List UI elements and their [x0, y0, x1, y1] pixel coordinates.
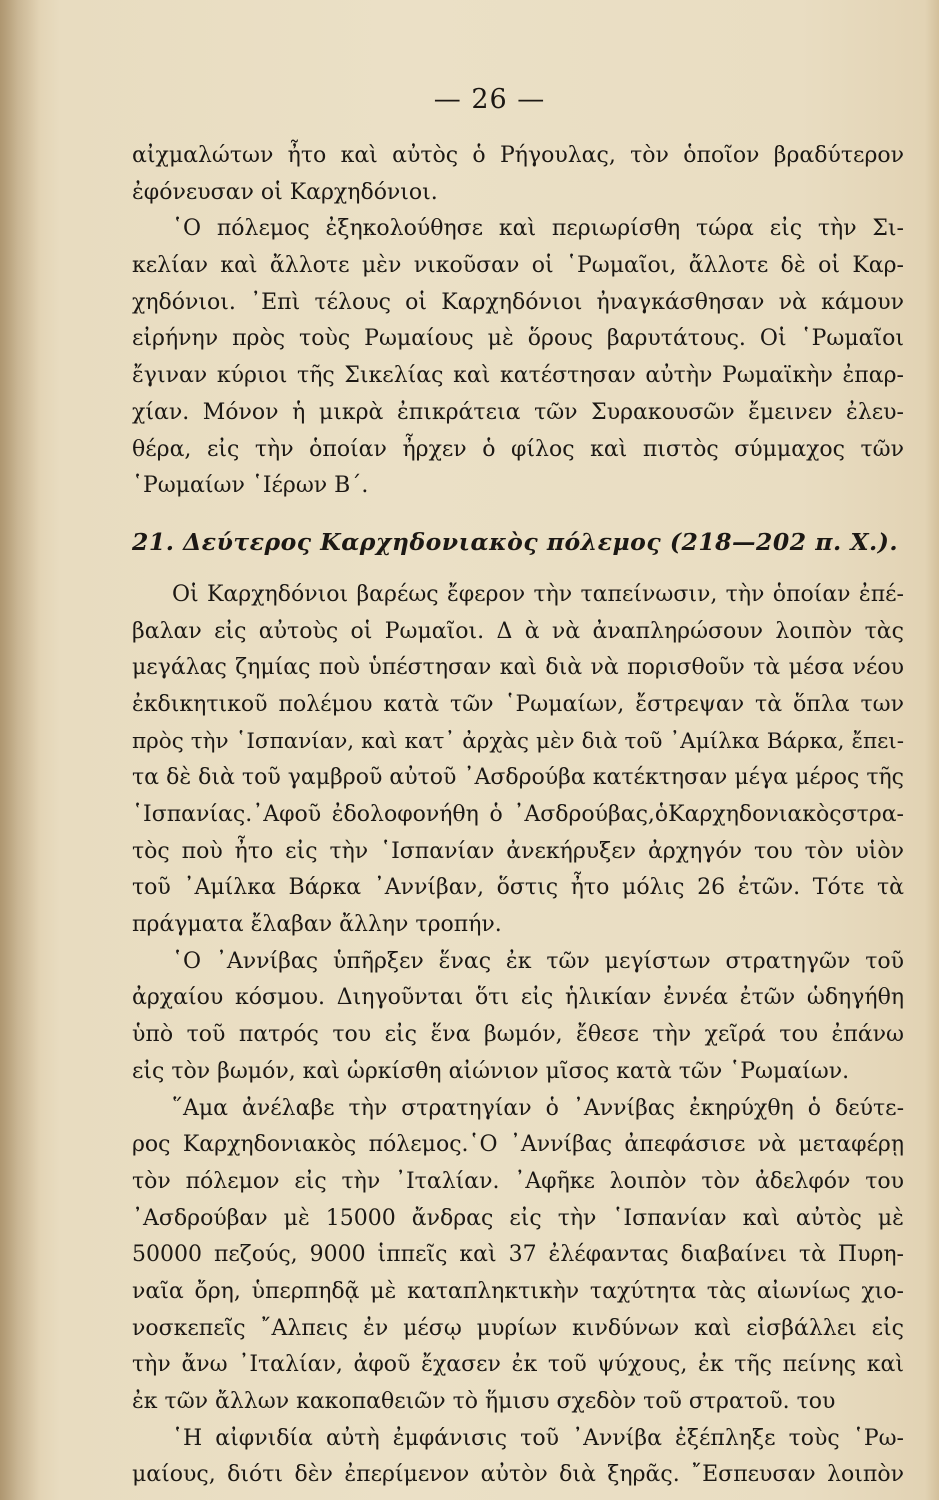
- text-line: μαίους, διότι δὲν ἐπερίμενον αὐτὸν διὰ ξηρᾶς. ῎Εσπευσαν λοιπὸν: [132, 1462, 904, 1488]
- text-line: τὴν ἄνω ᾿Ιταλίαν, ἀφοῦ ἔχασεν ἐκ τοῦ ψύχους, ἐκ τῆς πείνης καὶ: [132, 1352, 904, 1378]
- text-line: ἔγιναν κύριοι τῆς Σικελίας καὶ κατέστησαν αὐτὴν Ρωμαϊκὴν ἐπαρ-: [132, 363, 904, 389]
- text-line: ῾Η αἰφνιδία αὐτὴ ἐμφάνισις τοῦ ᾿Αννίβα ἐξέπληξε τοὺς ῾Ρω-: [172, 1425, 904, 1451]
- text-line: τοῦ ᾿Αμίλκα Βάρκα ᾿Αννίβαν, ὅστις ἦτο μόλις 26 ἐτῶν. Τότε τὰ: [132, 875, 904, 901]
- text-line: μεγάλας ζημίας ποὺ ὑπέστησαν καὶ διὰ νὰ πορισθοῦν τὰ μέσα νέου: [132, 655, 904, 681]
- text-line: τα δὲ διὰ τοῦ γαμβροῦ αὐτοῦ ᾿Ασδρούβα κατέκτησαν μέγα μέρος τῆς: [132, 765, 904, 791]
- text-line: θέρα, εἰς τὴν ὁποίαν ἦρχεν ὁ φίλος καὶ πιστὸς σύμμαχος τῶν: [132, 436, 904, 462]
- text-line: ἀρχαίου κόσμου. Διηγοῦνται ὅτι εἰς ἡλικίαν ἐννέα ἐτῶν ὡδηγήθη: [132, 985, 904, 1011]
- paragraph-4: [132, 944, 904, 1091]
- text-line: ᾿Ασδρούβαν μὲ 15000 ἄνδρας εἰς τὴν ῾Ισπανίαν καὶ αὐτὸς μὲ: [132, 1205, 904, 1231]
- text-line: Οἱ Καρχηδόνιοι βαρέως ἔφερον τὴν ταπείνωσιν, τὴν ὁποίαν ἐπέ-: [172, 581, 904, 607]
- text-line: εἰς τὸν βωμόν, καὶ ὡρκίσθη αἰώνιον μῖσος κατὰ τῶν ῾Ρωμαίων.: [132, 1058, 850, 1084]
- text-line: τὸς ποὺ ἦτο εἰς τὴν ῾Ισπανίαν ἀνεκήρυξεν ἀρχηγόν του τὸν υἱὸν: [132, 838, 904, 864]
- text-line: ἐκ τῶν ἄλλων κακοπαθειῶν τὸ ἥμισυ σχεδὸν τοῦ στρατοῦ. του: [132, 1389, 836, 1414]
- text-line: βαλαν εἰς αὐτοὺς οἱ Ρωμαῖοι. Δ ὰ νὰ ἀναπληρώσουν λοιπὸν τὰς: [132, 618, 904, 644]
- text-line: ρος Καρχηδονιακὸς πόλεμος.῾Ο ᾿Αννίβας ἀπεφάσισε νὰ μεταφέρῃ: [132, 1132, 904, 1158]
- text-line: χηδόνιοι. ᾿Επὶ τέλους οἱ Καρχηδόνιοι ἠναγκάσθησαν νὰ κάμουν: [132, 289, 904, 315]
- text-line: πράγματα ἔλαβαν ἄλλην τροπήν.: [132, 912, 502, 938]
- page-number: — 26 —: [433, 84, 546, 115]
- text-line: 50000 πεζούς, 9000 ἱππεῖς καὶ 37 ἐλέφαντας διαβαίνει τὰ Πυρη-: [132, 1242, 904, 1268]
- body-text: [132, 138, 904, 1494]
- text-line: ῾Ο ᾿Αννίβας ὑπῆρξεν ἕνας ἐκ τῶν μεγίστων στρατηγῶν τοῦ: [172, 948, 904, 974]
- paragraph-1: [132, 138, 904, 211]
- text-line: ἐφόνευσαν οἱ Καρχηδόνιοι.: [132, 179, 438, 205]
- paragraph-3: [132, 577, 904, 944]
- paragraph-6: [132, 1421, 904, 1494]
- text-line: τὸν πόλεμον εἰς τὴν ᾿Ιταλίαν. ᾿Αφῆκε λοιπὸν τὸν ἀδελφόν του: [132, 1168, 904, 1194]
- text-line: ῾Ρωμαίων ῾Ιέρων Β΄.: [132, 473, 369, 499]
- text-line: ῾Ο πόλεμος ἐξηκολούθησε καὶ περιωρίσθη τώρα εἰς τὴν Σι-: [172, 216, 904, 242]
- text-line: ῾Ισπανίας.᾿Αφοῦ ἐδολοφονήθη ὁ ᾿Ασδρούβας,ὁΚαρχηδονιακὸςστρα-: [132, 802, 904, 827]
- text-line: ναῖα ὄρη, ὑπερπηδᾷ μὲ καταπληκτικὴν ταχύτητα τὰς αἰωνίως χιο-: [132, 1278, 904, 1304]
- section-heading: 21. Δεύτερος Καρχηδονιακὸς πόλεμος (218—202 π. Χ.).: [132, 527, 899, 556]
- text-line: νοσκεπεῖς ῎Αλπεις ἐν μέσῳ μυρίων κινδύνων καὶ εἰσβάλλει εἰς: [132, 1315, 904, 1341]
- text-line: ὑπὸ τοῦ πατρός του εἰς ἕνα βωμόν, ἔθεσε τὴν χεῖρά του ἐπάνω: [132, 1022, 904, 1048]
- text-line: ἐκδικητικοῦ πολέμου κατὰ τῶν ῾Ρωμαίων, ἔστρεψαν τὰ ὅπλα των: [132, 691, 904, 717]
- text-line: εἰρήνην πρὸς τοὺς Ρωμαίους μὲ ὅρους βαρυτάτους. Οἱ ῾Ρωμαῖοι: [132, 326, 904, 352]
- binding-shadow: [0, 0, 40, 1500]
- text-line: ῞Αμα ἀνέλαβε τὴν στρατηγίαν ὁ ᾿Αννίβας ἐκηρύχθη ὁ δεύτε-: [172, 1095, 904, 1121]
- text-line: πρὸς τὴν ῾Ισπανίαν, καὶ κατ᾿ ἀρχὰς μὲν διὰ τοῦ ᾿Αμίλκα Βάρκα, ἔπει-: [132, 728, 904, 754]
- paragraph-5: [132, 1091, 904, 1421]
- text-line: κελίαν καὶ ἄλλοτε μὲν νικοῦσαν οἱ ῾Ρωμαῖοι, ἄλλοτε δὲ οἱ Καρ-: [132, 253, 904, 279]
- paragraph-2: [132, 211, 904, 505]
- text-line: χίαν. Μόνον ἡ μικρὰ ἐπικράτεια τῶν Συρακουσῶν ἔμεινεν ἐλευ-: [132, 399, 904, 425]
- text-line: αἰχμαλώτων ἦτο καὶ αὐτὸς ὁ Ρήγουλας, τὸν ὁποῖον βραδύτερον: [132, 143, 904, 168]
